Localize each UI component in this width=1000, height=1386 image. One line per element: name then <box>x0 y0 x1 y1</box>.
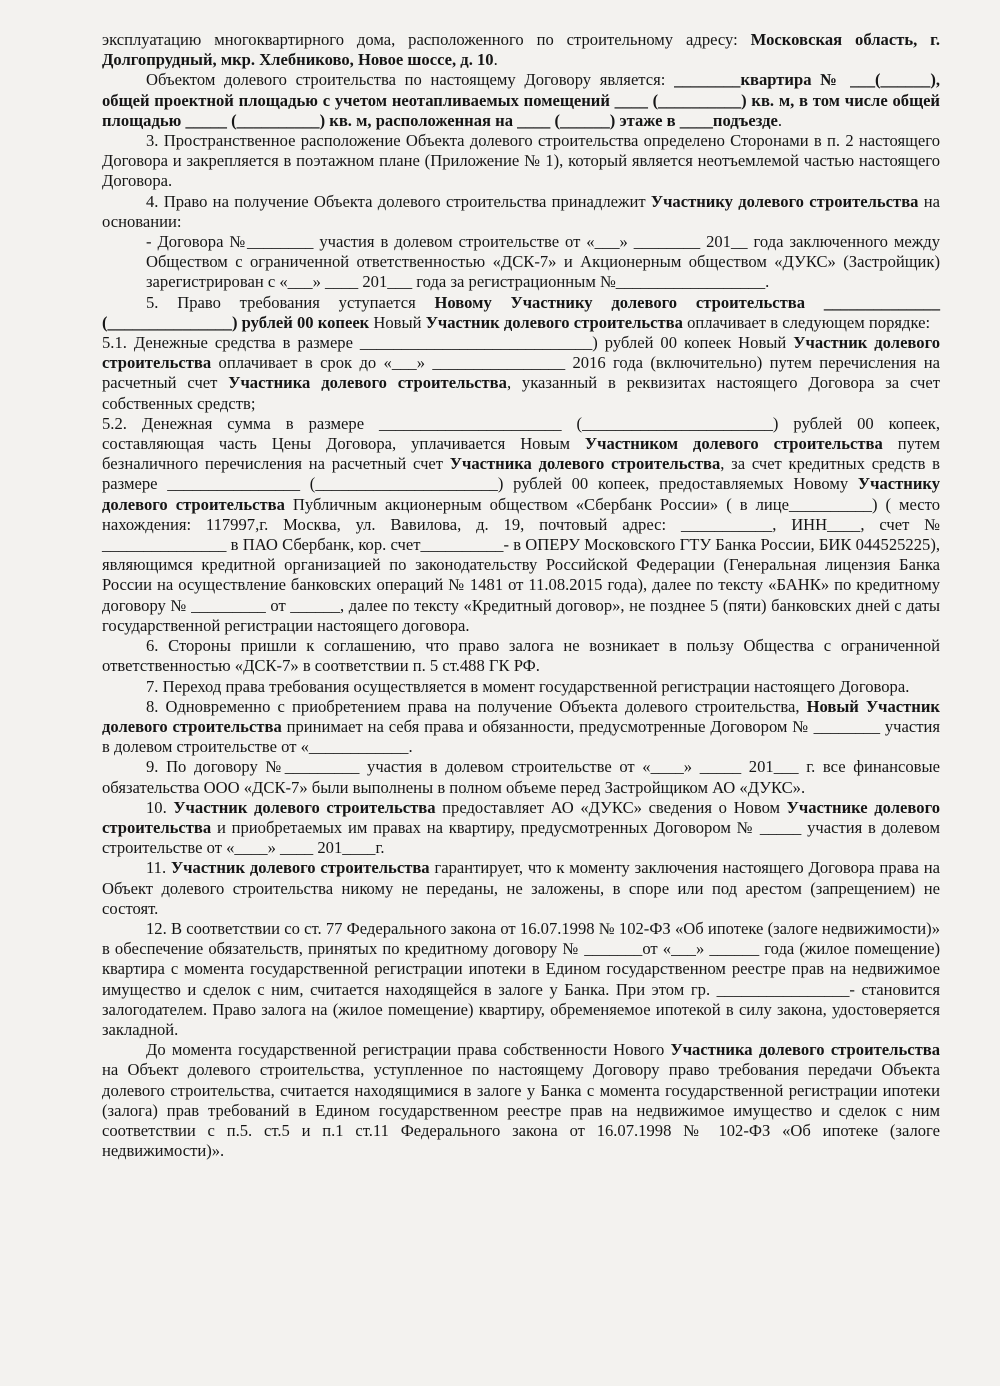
text-run: 12. В соответствии со ст. 77 Федерального закона от 16.07.1998 № 102-ФЗ «Об ипотеке (залоге недвижимости)» в обеспечение обязательств, принятых по кредитному договору № _______от «___» ______ года (жилое помещение) квартира с момента государственной регистрации ипотеки в Едином государственном реестре прав на недвижимое имущество и сделок с ним, считается находящейся в залоге у Банка. При этом гр. ________________- становится залогодателем. Право залога на (жилое помещение) квартиру, обременяемое ипотекой в силу закона, удостоверяется закладной. <box>102 918 940 1039</box>
bold-text: ________квартира № ___(______), общей проектной площадью с учетом неотапливаемых помещений ____ (__________) кв. м, в том числе общей площадью _____ (__________) кв. м, расположенная на ____ (______) этаже в ____подъезде <box>102 70 940 130</box>
text-run: . <box>493 50 498 70</box>
text-run: 10. <box>146 797 174 817</box>
text-run: путем безналичного перечисления на расчетный счет <box>102 434 940 474</box>
text-run: , указанный в реквизитах настоящего Договора за счет собственных средств; <box>102 373 941 413</box>
paragraph-6 <box>102 293 940 333</box>
text-run: До момента государственной регистрации права собственности Нового <box>146 1040 671 1060</box>
text-run: 8. Одновременно с приобретением права на получение Объекта долевого строительства, <box>146 696 807 716</box>
text-run: принимает на себя права и обязанности, предусмотренные Договором № ________ участия в долевом строительстве от «____________. <box>102 716 941 757</box>
paragraph-7 <box>102 333 940 414</box>
paragraph-5 <box>102 232 940 293</box>
paragraph-4 <box>102 192 940 232</box>
bold-text: Участнику долевого строительства <box>102 474 940 514</box>
text-run: оплачивает в срок до «___» ________________ 2016 года (включительно) путем перечисления на расчетный счет <box>102 353 940 393</box>
paragraph-1 <box>102 30 940 70</box>
text-run: гарантирует, что к моменту заключения настоящего Договора права на Объект долевого строительства никому не переданы, не заложены, в споре или под арестом (запрещением) не состоят. <box>102 858 941 918</box>
text-run: - Договора №________ участия в долевом строительстве от «___» ________ 201__ года заключенного между Обществом с ограниченной ответственностью «ДСК-7» и Акционерным обществом «ДУКС» (Застройщик) зарегистрирован с «___» ____ 201___ года за регистрационным №__________________. <box>146 232 940 292</box>
paragraph-14 <box>102 858 940 919</box>
bold-text: Участник долевого строительства <box>425 312 683 332</box>
bold-text: Участнику долевого строительства <box>650 191 919 211</box>
bold-text: Участнике долевого строительства <box>102 797 940 837</box>
text-run: 11. <box>146 858 171 878</box>
bold-text: Участника долевого строительства <box>449 454 721 474</box>
paragraph-16 <box>102 1040 940 1161</box>
paragraph-9 <box>102 636 940 676</box>
document-body <box>102 30 940 1161</box>
text-run: Публичным акционерным обществом «Сбербанк России» ( в лице__________) ( место нахождения: 117997,г. Москва, ул. Вавилова, д. 19, почтовый адрес: ___________, ИНН____, счет № _______________ в ПАО Сбербанк, кор. счет__________- в ОПЕРУ Московского ГТУ Банка России, БИК 044525225), являющимся кредитной организацией по законодательству Российской Федерации (Генеральная лицензия Банка России на осуществление банковских операций № 1481 от 11.08.2015 года), далее по тексту «БАНК» по кредитному договору № _________ от ______, далее по тексту «Кредитный договор», не позднее 5 (пяти) банковских дней с даты государственной регистрации настоящего договора. <box>102 494 941 635</box>
text-run: оплачивает в следующем порядке: <box>682 312 931 332</box>
text-run: эксплуатацию многоквартирного дома, расположенного по строительному адресу: <box>102 30 751 49</box>
paragraph-8 <box>102 414 940 636</box>
text-run: на основании: <box>102 191 940 231</box>
text-run: Объектом долевого строительства по настоящему Договору является: <box>146 70 675 90</box>
bold-text: Московская область, г. Долгопрудный, мкр. Хлебниково, Новое шоссе, д. 10 <box>102 30 940 70</box>
text-run: 9. По договору №_________ участия в долевом строительстве от «____» _____ 201___ г. все финансовые обязательства ООО «ДСК-7» были выполнены в полном объеме перед Застройщиком АО «ДУКС». <box>102 757 940 797</box>
text-run: 6. Стороны пришли к соглашению, что право залога не возникает в пользу Общества с ограниченной ответственностью «ДСК-7» в соответствии п. 5 ст.488 ГК РФ. <box>102 636 940 676</box>
text-run: 5. Право требования уступается <box>146 292 435 312</box>
paragraph-11 <box>102 697 940 758</box>
paragraph-13 <box>102 798 940 859</box>
bold-text: Участника долевого строительства <box>670 1040 940 1060</box>
text-run: Новый <box>369 312 426 332</box>
bold-text: Новый Участник долевого строительства <box>102 696 940 736</box>
text-run: . <box>777 110 783 130</box>
bold-text: Участник долевого строительства <box>170 858 430 878</box>
paragraph-2 <box>102 70 940 131</box>
paragraph-10 <box>102 677 940 697</box>
text-run: 5.2. Денежная сумма в размере ______________________ (_______________________) рублей 00 копеек, составляющая часть Цены Договора, уплачивается Новым <box>102 413 940 454</box>
text-run: и приобретаемых им правах на квартиру, предусмотренных Договором № _____ участия в долевом строительстве от «____» ____ 201____г. <box>102 817 940 858</box>
bold-text: Участник долевого строительства <box>173 797 436 817</box>
text-run: 5.1. Денежные средства в размере ____________________________) рублей 00 копеек Новый <box>102 333 794 353</box>
text-run: 3. Пространственное расположение Объекта долевого строительства определено Сторонами в п. 2 настоящего Договора и закрепляется в поэтажном плане (Приложение № 1), который является неотъемлемой частью настоящего Договора. <box>102 131 940 191</box>
bold-text: Участником долевого строительства <box>584 434 883 454</box>
text-run: предоставляет АО «ДУКС» сведения о Новом <box>435 797 787 817</box>
bold-text: Участник долевого строительства <box>102 333 940 373</box>
text-run: , за счет кредитных средств в размере ________________ (______________________) рублей 00 копеек, предоставляемых Новому <box>102 454 940 494</box>
text-run: 7. Переход права требования осуществляется в момент государственной регистрации настоящего Договора. <box>146 676 910 696</box>
paragraph-15 <box>102 919 940 1040</box>
paragraph-12 <box>102 757 940 797</box>
bold-text: Участника долевого строительства <box>228 373 507 393</box>
paragraph-3 <box>102 131 940 192</box>
bold-text: Новому Участнику долевого строительства ______________ (_______________) рублей 00 копеек <box>102 292 940 332</box>
text-run: на Объект долевого строительства, уступленное по настоящему Договору право требования передачи Объекта долевого строительства, считается находящимися в залоге у Банка с момента государственной регистрации ипотеки (залога) прав требований в Едином государственном реестре прав на недвижимое имущество и сделок с ним соответствии с п.5. ст.5 и п.1 ст.11 Федерального закона от 16.07.1998 № 102-ФЗ «Об ипотеке (залоге недвижимости)». <box>102 1060 940 1161</box>
text-run: 4. Право на получение Объекта долевого строительства принадлежит <box>146 191 651 211</box>
